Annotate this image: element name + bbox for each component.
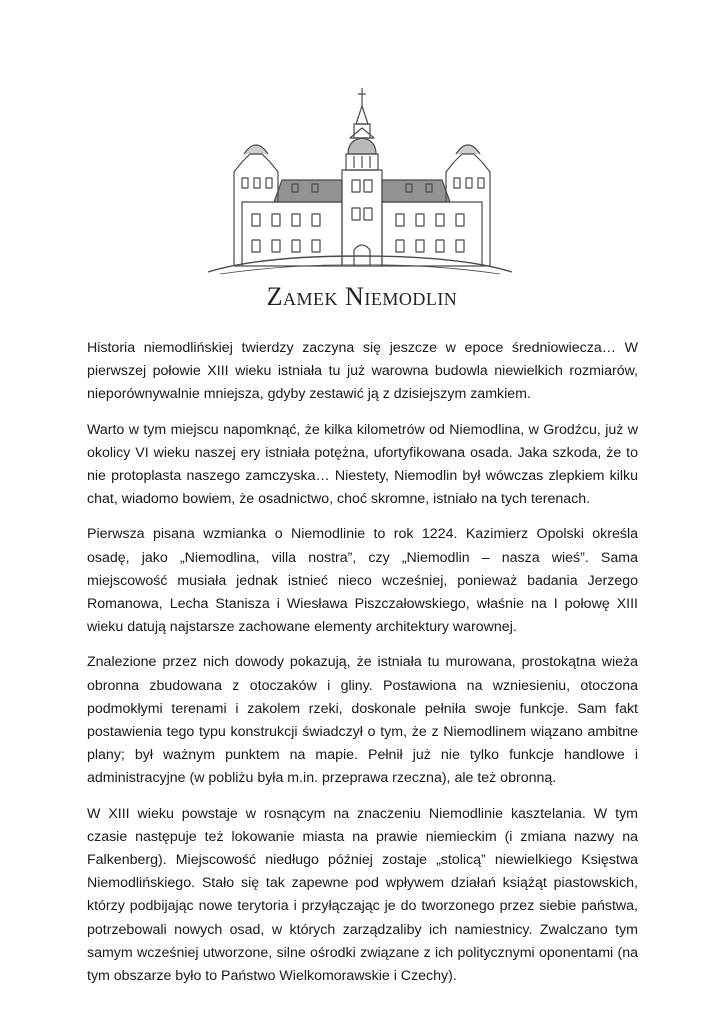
paragraph-3: Pierwsza pisana wzmianka o Niemodlinie to rok 1224. Kazimierz Opolski określa osadę, jako „Niemodlina, villa nostra”, czy „Niemodlin – nasza wieś”. Sama miejscowość musiała jednak istnieć nieco wcześniej, ponieważ badania Jerzego Romanowa, Lecha Stanisza i Wiesława Piszczałowskiego, właśnie na I połowę XIII wieku datują najstarsze zachowane elementy architektury warownej. — [87, 526, 638, 636]
page-title: Zamek Niemodlin — [266, 282, 458, 311]
paragraph-5: W XIII wieku powstaje w rosnącym na znaczeniu Niemodlinie kasztelania. W tym czasie następuje też lokowanie miasta na prawie niemieckim (i zmiana nazwy na Falkenberg). Miejscowość niedługo później zostaje „stolicą” niewielkiego Księstwa Niemodlińskiego. Stało się tak zapewne pod wpływem działań książąt piastowskich, którzy podbijając nowe terytoria i przyłączając je do tworzonego przez siebie państwa, potrzebowali nowych osad, w których zarządzaliby ich namiestnicy. Zwalczano tym samym wcześniej utworzone, silne ośrodki związane z ich politycznymi oponentami (na tym obszarze było to Państwo Wielkomorawskie i Czechy). — [87, 805, 638, 985]
paragraph-4: Znalezione przez nich dowody pokazują, że istniała tu murowana, prostokątna wieża obronna zbudowana z otoczaków i gliny. Postawiona na wzniesieniu, otoczona podmokłymi terenami i zakolem rzeki, doskonale pełniła swoje funkcje. Sam fakt postawienia tego typu konstrukcji świadczył o tym, że z Niemodlinem wiązano ambitne plany; był ważnym punktem na mapie. Pełnił już nie tylko funkcje handlowe i administracyjne (w pobliżu była m.in. przeprawa rzeczna), ale też obronną. — [87, 654, 638, 787]
article-body — [87, 337, 638, 1000]
castle-logo — [200, 84, 520, 280]
paragraph-2: Warto w tym miejscu napomknąć, że kilka kilometrów od Niemodlina, w Grodźcu, już w okolicy VI wieku naszej ery istniała potężna, ufortyfikowana osada. Jaka szkoda, że to nie protoplasta naszego zamczyska… Niestety, Niemodlin był wówczas zlepkiem kilku chat, wiadomo bowiem, że osadnictwo, choć skromne, istniało na tych terenach. — [87, 421, 638, 508]
paragraph-1: Historia niemodlińskiej twierdzy zaczyna się jeszcze w epoce średniowiecza… W pierwszej połowie XIII wieku istniała tu już warowna budowla niewielkich rozmiarów, nieporównywalnie mniejsza, gdyby zestawić ją z dzisiejszym zamkiem. — [87, 340, 638, 403]
castle-sketch-icon — [200, 84, 520, 280]
